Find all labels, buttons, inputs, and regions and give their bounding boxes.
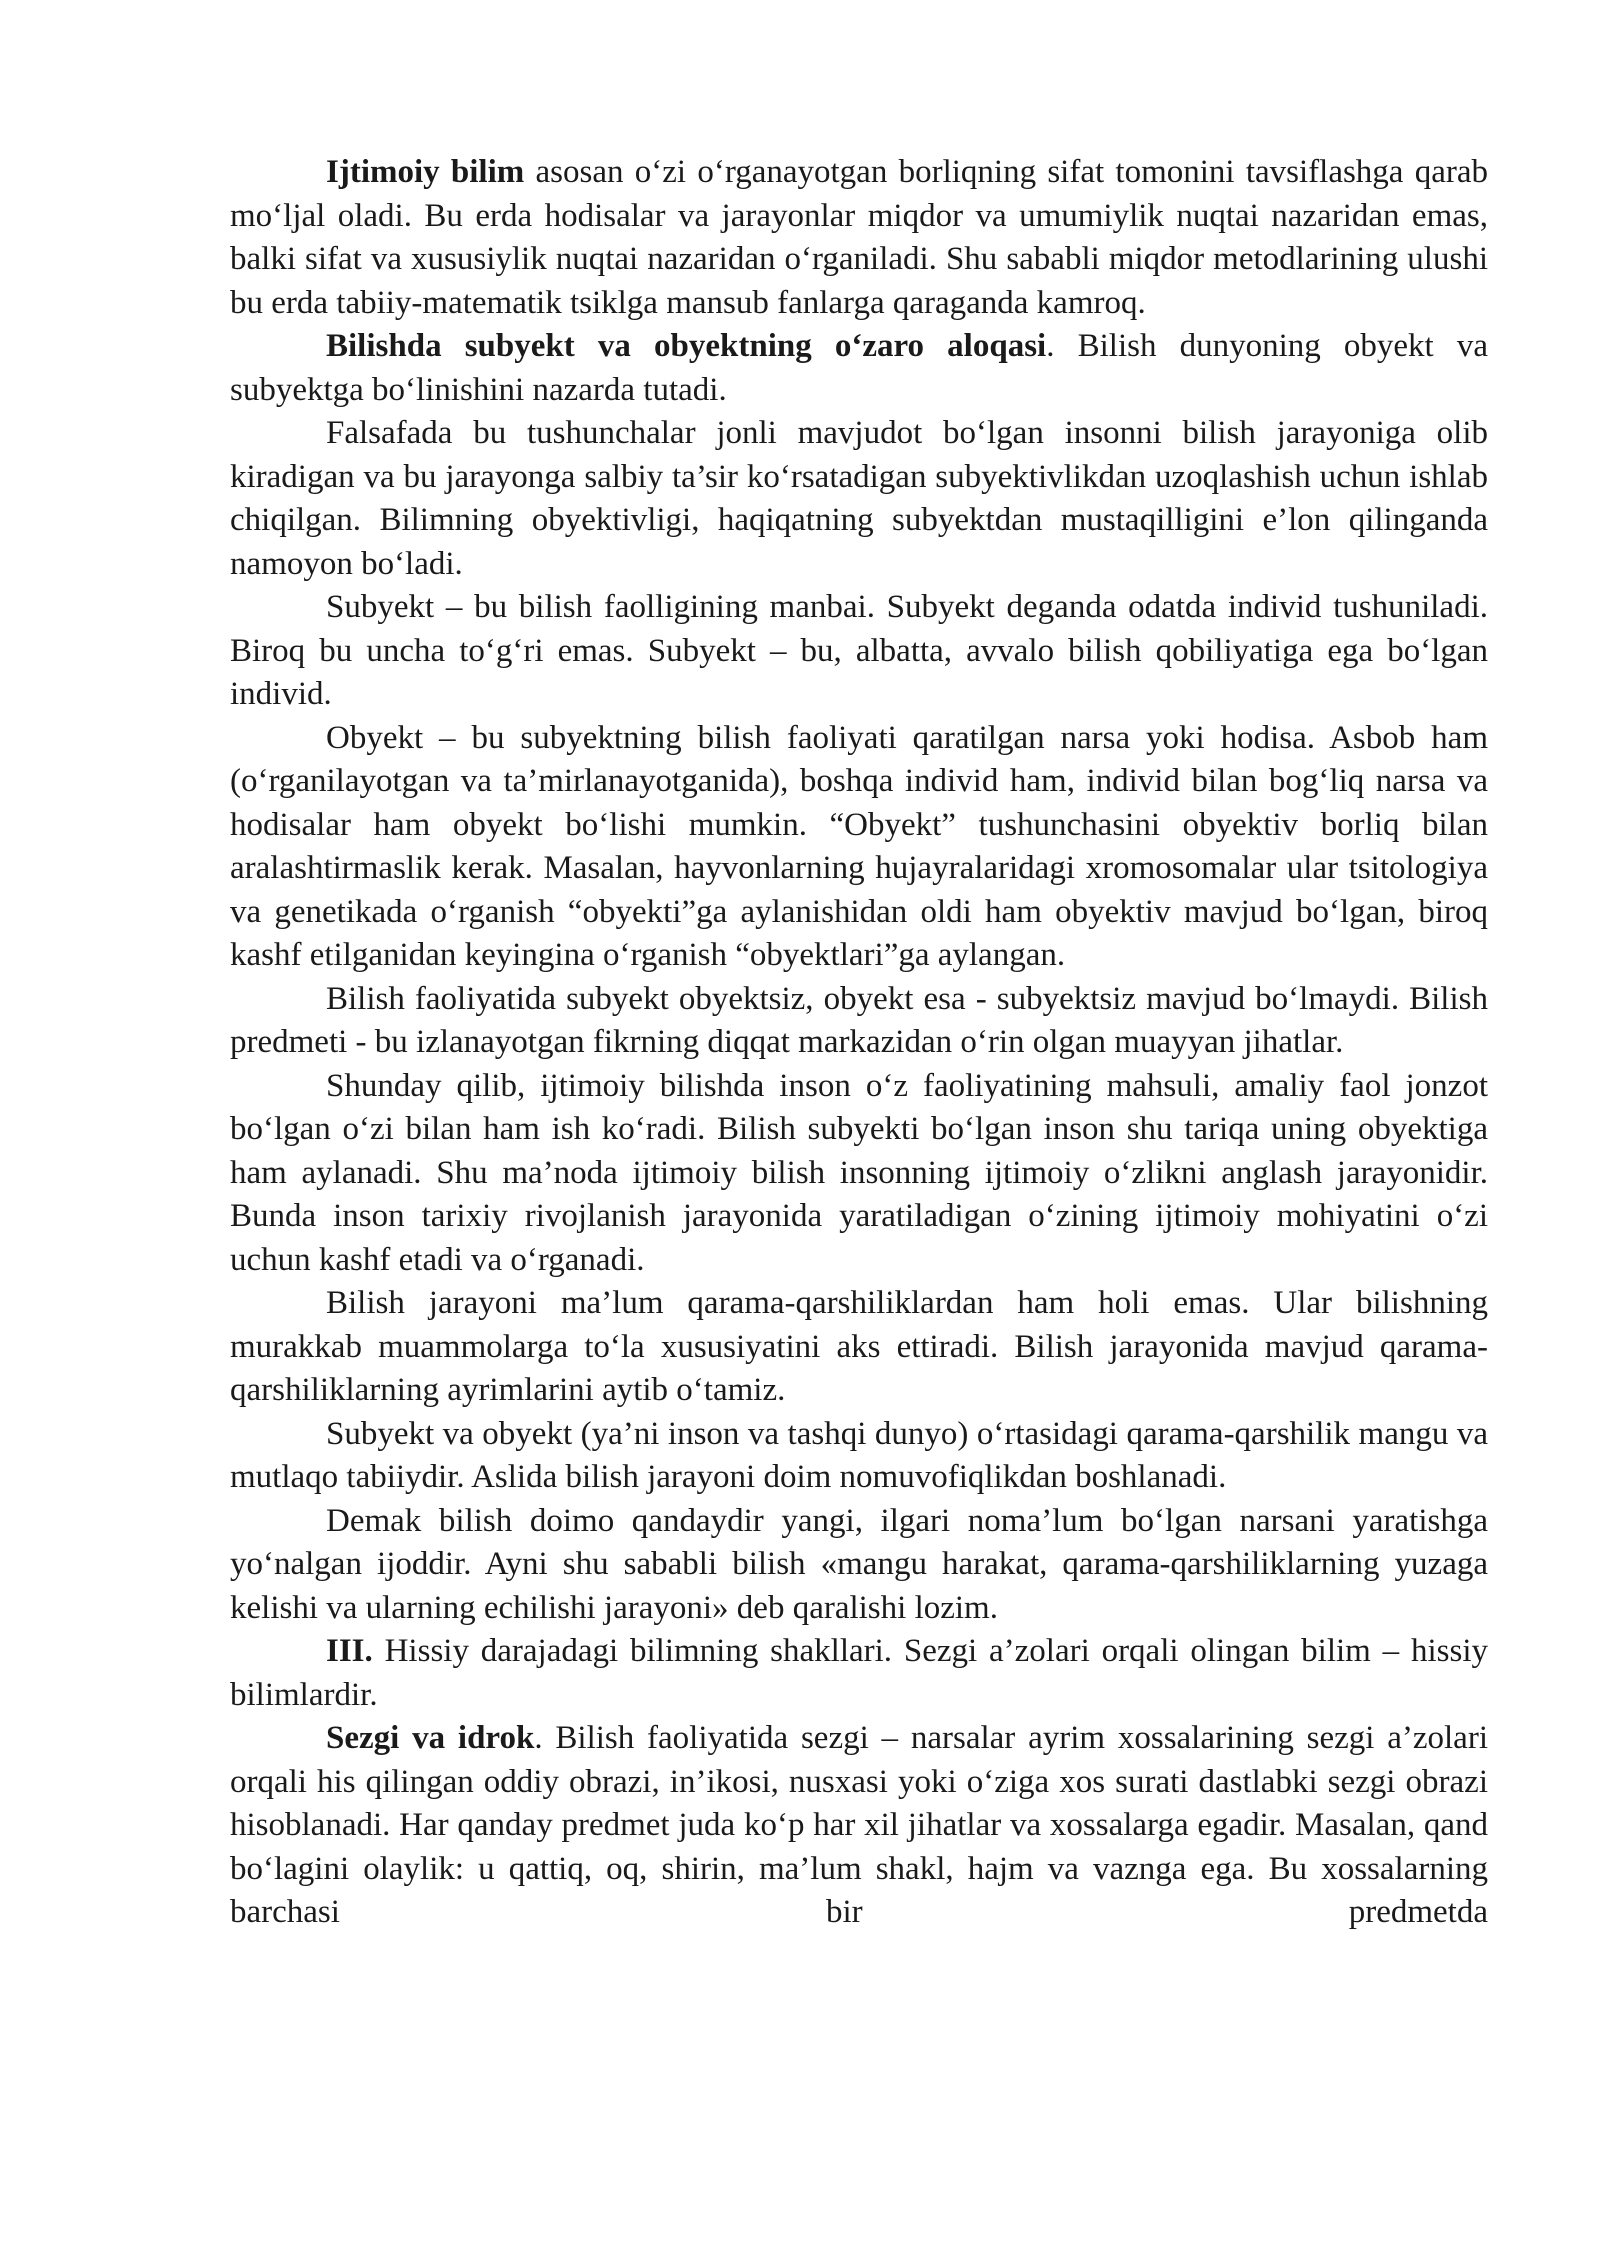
paragraph-text: Bilish jarayoni ma’lum qarama-qarshiliklardan ham holi emas. Ular bilishning murakkab muammolarga to‘la xususiyatini aks ettiradi. Bilish jarayonida mavjud qarama-qarshiliklarning ayrimlarini aytib o‘tamiz. (230, 1285, 1488, 1408)
paragraph-text: Hissiy darajadagi bilimning shakllari. Sezgi a’zolari orqali olingan bilim – hissiy bilimlardir. (230, 1633, 1488, 1713)
section-number: III. (326, 1633, 373, 1669)
paragraph-section-three (230, 1630, 1488, 1717)
paragraph-contradictions (230, 1282, 1488, 1413)
paragraph-text: Demak bilish doimo qandaydir yangi, ilgari noma’lum bo‘lgan narsani yaratishga yo‘nalgan ijoddir. Ayni shu sababli bilish «mangu harakat, qarama-qarshiliklarning yuzaga kelishi va ularning echilishi jarayoni» deb qaralishi lozim. (230, 1502, 1488, 1626)
paragraph-lead: Ijtimoiy bilim (326, 154, 525, 190)
paragraph-text: Shunday qilib, ijtimoiy bilishda inson o‘z faoliyatining mahsuli, amaliy faol jonzot bo‘lgan o‘zi bilan ham ish ko‘radi. Bilish subyekti bo‘lgan inson shu tariqa uning obyektiga ham aylanadi. Shu ma’noda ijtimoiy bilish insonning ijtimoiy o‘zlikni anglash jarayonidir. Bunda inson tarixiy rivojlanish jarayonida yaratiladigan o‘zining ijtimoiy mohiyatini o‘zi uchun kashf etadi va o‘rganadi. (230, 1067, 1488, 1278)
paragraph-text: Subyekt – bu bilish faolligining manbai. Subyekt deganda odatda individ tushuniladi. Biroq bu uncha to‘g‘ri emas. Subyekt – bu, albatta, avvalo bilish qobiliyatiga ega bo‘lgan individ. (230, 589, 1488, 712)
paragraph-lead: Bilishda subyekt va obyektning o‘zaro aloqasi (326, 328, 1047, 364)
paragraph-cognition-subject-object (230, 978, 1488, 1065)
paragraph-social-cognition (230, 1065, 1488, 1283)
paragraph-sensation-perception (230, 1717, 1488, 1935)
paragraph-creativity (230, 1500, 1488, 1631)
document-page (230, 151, 1488, 1935)
paragraph-text: Bilish faoliyatida subyekt obyektsiz, obyekt esa - subyektsiz mavjud bo‘lmaydi. Bilish predmeti - bu izlanayotgan fikrning diqqat markazidan o‘rin olgan muayyan jihatlar. (230, 980, 1488, 1060)
paragraph-text: Obyekt – bu subyektning bilish faoliyati qaratilgan narsa yoki hodisa. Asbob ham (o‘rganilayotgan va ta’mirlanayotganida), boshqa individ ham, individ bilan bog‘liq narsa va hodisalar ham obyekt bo‘lishi mumkin. “Obyekt” tushunchasini obyektiv borliq bilan aralashtirmaslik kerak. Masalan, hayvonlarning hujayralaridagi xromosomalar ular tsitologiya va genetikada o‘rganish “obyekti”ga aylanishidan oldi ham obyektiv mavjud bo‘lgan, biroq kashf etilganidan keyingina o‘rganish “obyektlari”ga aylangan. (230, 719, 1488, 973)
paragraph-text: asosan o‘zi o‘rganayotgan borliqning sifat tomonini tavsiflashga qarab mo‘ljal oladi. Bu erda hodisalar va jarayonlar miqdor va umumiylik nuqtai nazaridan emas, balki sifat va xususiylik nuqtai nazaridan o‘rganiladi. Shu sababli miqdor metodlarining ulushi bu erda tabiiy-matematik tsiklga mansub fanlarga qaraganda kamroq. (230, 154, 1488, 321)
paragraph-lead: Sezgi va idrok (326, 1720, 535, 1756)
paragraph-text: . Bilish faoliyatida sezgi – narsalar ayrim xossalarining sezgi a’zolari orqali his qilingan oddiy obrazi, in’ikosi, nusxasi yoki o‘ziga xos surati dastlabki sezgi obrazi hisoblanadi. Har qanday predmet juda ko‘p har xil jihatlar va xossalarga egadir. Masalan, qand bo‘lagini olaylik: u qattiq, oq, shirin, ma’lum shakl, hajm va vaznga ega. Bu xossalarning barchasi bir predmetda (230, 1720, 1488, 1930)
paragraph-text: . Bilish dunyoning obyekt va subyektga bo‘linishini nazarda tutadi. (230, 328, 1488, 408)
paragraph-subject-object-relation (230, 325, 1488, 412)
paragraph-subject-object-contradiction (230, 1413, 1488, 1500)
paragraph-social-knowledge (230, 151, 1488, 325)
paragraph-object-definition (230, 717, 1488, 978)
paragraph-text: Subyekt va obyekt (ya’ni inson va tashqi dunyo) o‘rtasidagi qarama-qarshilik mangu va mutlaqo tabiiydir. Aslida bilish jarayoni doim nomuvofiqlikdan boshlanadi. (230, 1415, 1488, 1495)
paragraph-text: Falsafada bu tushunchalar jonli mavjudot bo‘lgan insonni bilish jarayoniga olib kiradigan va bu jarayonga salbiy ta’sir ko‘rsatadigan subyektivlikdan uzoqlashish uchun ishlab chiqilgan. Bilimning obyektivligi, haqiqatning subyektdan mustaqilligini e’lon qilinganda namoyon bo‘ladi. (230, 415, 1488, 582)
paragraph-philosophy-concepts (230, 412, 1488, 586)
paragraph-subject-definition (230, 586, 1488, 717)
